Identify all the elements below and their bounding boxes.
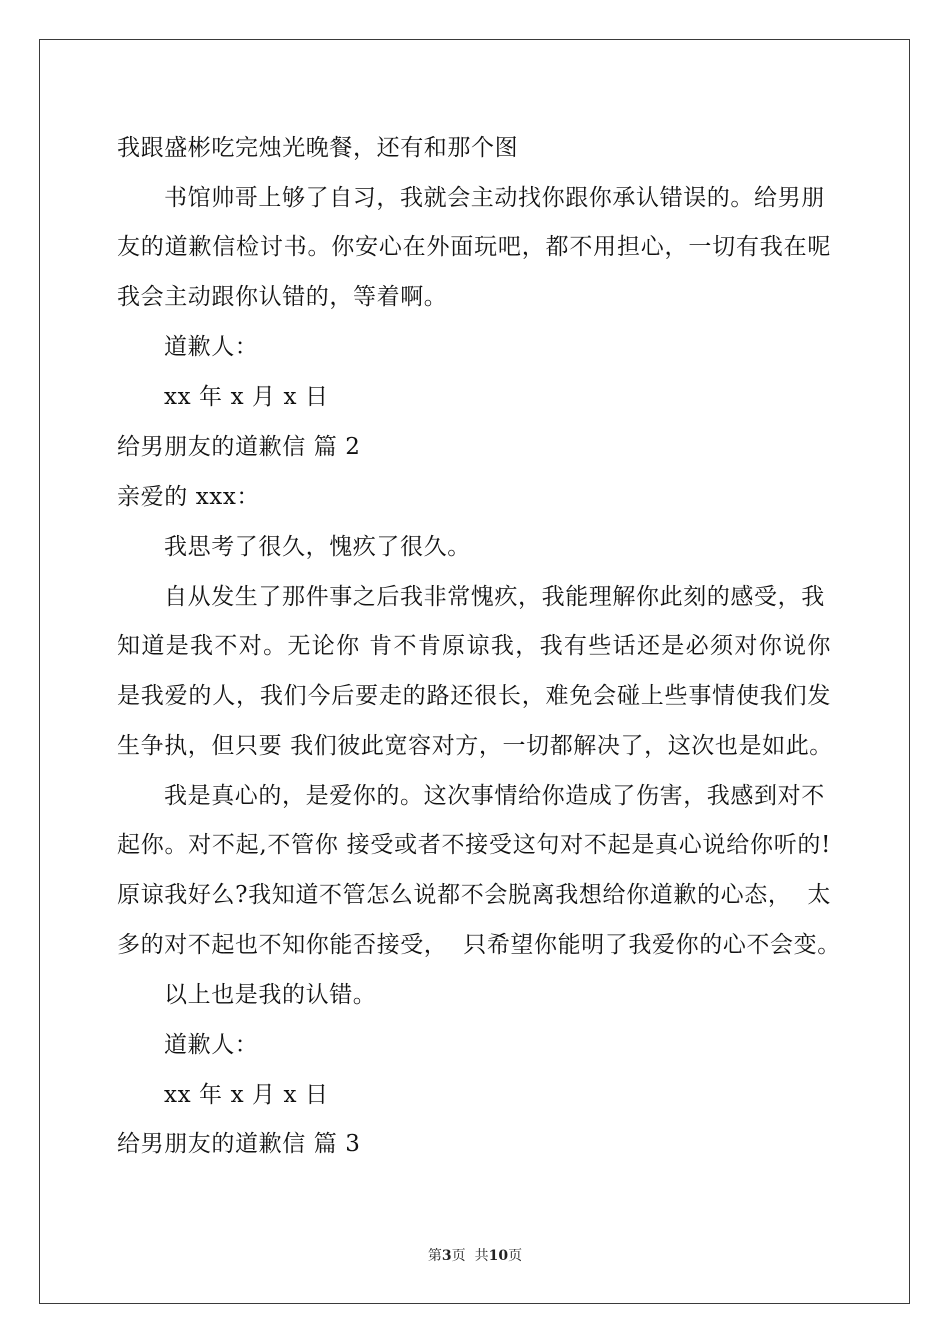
date-line: xx 年 x 月 x 日 bbox=[164, 384, 329, 410]
text-line: 友的道歉信检讨书。你安心在外面玩吧，都不用担心，一切有我在呢 bbox=[117, 234, 831, 260]
signature-label: 道歉人： bbox=[164, 334, 259, 360]
page-suffix: 页 bbox=[508, 1248, 523, 1264]
page-border bbox=[39, 39, 910, 1304]
text-line: 我会主动跟你认错的，等着啊。 bbox=[117, 284, 448, 310]
text-line: 以上也是我的认错。 bbox=[164, 982, 377, 1008]
text-line: 我思考了很久，愧疚了很久。 bbox=[164, 534, 471, 560]
page-prefix: 第 bbox=[427, 1248, 442, 1264]
text-line: 原谅我好么?我知道不管怎么说都不会脱离我想给你道歉的心态， 太 bbox=[117, 882, 831, 908]
text-line: 我是真心的，是爱你的。这次事情给你造成了伤害，我感到对不 bbox=[164, 783, 825, 809]
text-line: 我跟盛彬吃完烛光晚餐，还有和那个图 bbox=[117, 135, 519, 161]
text-line: 知道是我不对。无论你 肯不肯原谅我，我有些话还是必须对你说你 bbox=[117, 633, 831, 659]
current-page-number: 3 bbox=[441, 1248, 452, 1264]
page-number-footer bbox=[0, 1247, 950, 1265]
text-line: 起你。对不起,不管你 接受或者不接受这句对不起是真心说给你听的! bbox=[117, 832, 831, 858]
section-heading: 给男朋友的道歉信 篇 3 bbox=[117, 1131, 361, 1157]
date-line: xx 年 x 月 x 日 bbox=[164, 1082, 329, 1108]
section-heading: 给男朋友的道歉信 篇 2 bbox=[117, 434, 361, 460]
text-line: 自从发生了那件事之后我非常愧疚，我能理解你此刻的感受，我 bbox=[164, 584, 825, 610]
salutation: 亲爱的 xxx： bbox=[117, 484, 261, 510]
text-line: 多的对不起也不知你能否接受， 只希望你能明了我爱你的心不会变。 bbox=[117, 932, 841, 958]
text-line: 是我爱的人，我们今后要走的路还很长，难免会碰上些事情使我们发 bbox=[117, 683, 831, 709]
page-mid-text: 页 共 bbox=[451, 1248, 489, 1264]
total-page-number: 10 bbox=[488, 1248, 509, 1264]
text-line: 书馆帅哥上够了自习，我就会主动找你跟你承认错误的。给男朋 bbox=[164, 185, 825, 211]
text-line: 生争执，但只要 我们彼此宽容对方，一切都解决了，这次也是如此。 bbox=[117, 733, 833, 759]
signature-label: 道歉人： bbox=[164, 1032, 259, 1058]
